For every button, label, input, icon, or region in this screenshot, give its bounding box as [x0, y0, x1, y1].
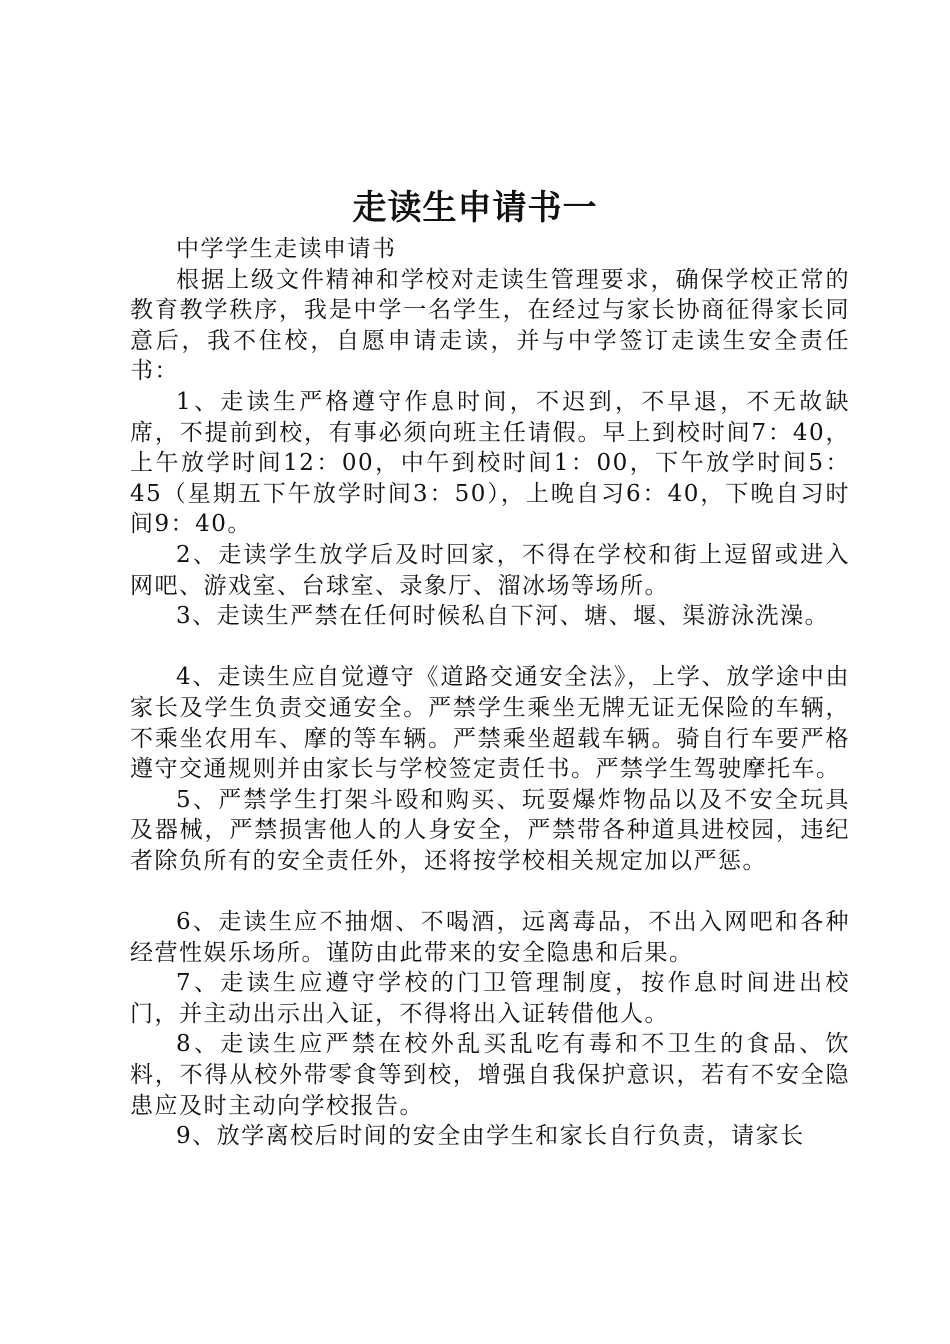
paragraph-rule-4: 4、走读生应自觉遵守《道路交通安全法》，上学、放学途中由家长及学生负责交通安全。严禁学生乘坐无牌无证无保险的车辆，不乘坐农用车、摩的等车辆。严禁乘坐超载车辆。骑自行车要严格遵守交通规则并由家长与学校签定责任书。严禁学生驾驶摩托车。 — [130, 664, 850, 783]
paragraph-rule-7: 7、走读生应遵守学校的门卫管理制度，按作息时间进出校门，并主动出示出入证，不得将出入证转借他人。 — [130, 970, 850, 1027]
paragraph-rule-1: 1、走读生严格遵守作息时间，不迟到，不早退，不无故缺席，不提前到校，有事必须向班主任请假。早上到校时间7：40，上午放学时间12：00，中午到校时间1：00，下午放学时间5：45（星期五下午放学时间3：50），上晚自习6：40，下晚自习时间9：40。 — [130, 388, 850, 538]
paragraph-rule-8: 8、走读生应严禁在校外乱买乱吃有毒和不卫生的食品、饮料，不得从校外带零食等到校，增强自我保护意识，若有不安全隐患应及时主动向学校报告。 — [130, 1031, 850, 1119]
paragraph-rule-3: 3、走读生严禁在任何时候私自下河、塘、堰、渠游泳洗澡。 — [176, 603, 830, 630]
paragraph-rule-5: 5、严禁学生打架斗殴和购买、玩耍爆炸物品以及不安全玩具及器械，严禁损害他人的人身安全，严禁带各种道具进校园，违纪者除负所有的安全责任外，还将按学校相关规定加以严惩。 — [130, 786, 850, 874]
paragraph-rule-2: 2、走读学生放学后及时回家，不得在学校和街上逗留或进入网吧、游戏室、台球室、录象厅、溜冰场等场所。 — [130, 541, 850, 599]
document-title: 走读生申请书一 — [352, 188, 598, 228]
paragraph-rule-9: 9、放学离校后时间的安全由学生和家长自行负责，请家长 — [176, 1123, 805, 1150]
paragraph-subtitle: 中学学生走读申请书 — [176, 236, 397, 262]
paragraph-intro: 根据上级文件精神和学校对走读生管理要求，确保学校正常的教育教学秩序，我是中学一名学生，在经过与家长协商征得家长同意后，我不住校，自愿申请走读，并与中学签订走读生安全责任书： — [130, 266, 850, 385]
paragraph-rule-6: 6、走读生应不抽烟、不喝酒，远离毒品，不出入网吧和各种经营性娱乐场所。谨防由此带来的安全隐患和后果。 — [130, 909, 850, 966]
document-body — [130, 234, 850, 1152]
